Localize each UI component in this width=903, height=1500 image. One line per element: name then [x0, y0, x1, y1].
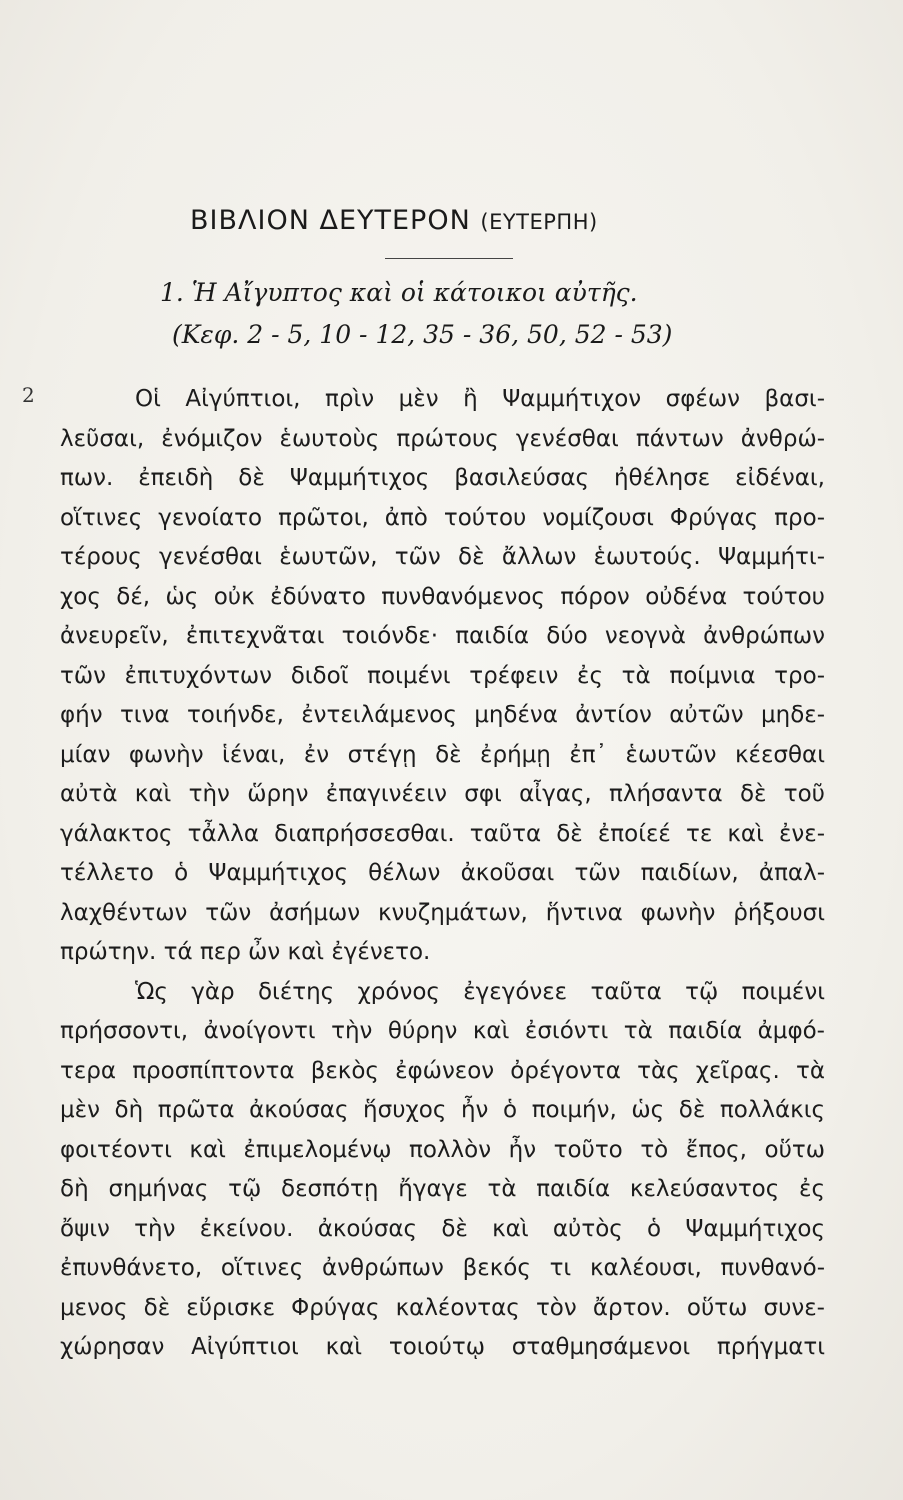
text-line: μὲν δὴ πρῶτα ἀκούσας ἥσυχος ἦν ὁ ποιμήν, ὡς δὲ πολλάκις — [60, 1097, 825, 1123]
margin-number: 2 — [22, 383, 35, 407]
text-line: τῶν ἐπιτυχόντων διδοῖ ποιμένι τρέφειν ἐς τὰ ποίμνια τρο- — [60, 662, 825, 689]
text-line: πρώτην. τά περ ὦν καὶ ἐγένετο. — [60, 939, 431, 965]
text-line: οἵτινες γενοίατο πρῶτοι, ἀπὸ τούτου νομίζουσι Φρύγας προ- — [60, 504, 825, 531]
text-line: αὐτὰ καὶ τὴν ὥρην ἐπαγινέειν σφι αἶγας, πλήσαντα δὲ τοῦ — [60, 781, 825, 807]
text-line: Οἱ Αἰγύπτιοι, πρὶν μὲν ἢ Ψαμμήτιχον σφέων βασι- — [135, 386, 825, 412]
book-title — [190, 205, 750, 236]
text-line: ἐπυνθάνετο, οἵτινες ἀνθρώπων βεκός τι καλέουσι, πυνθανό- — [60, 1255, 825, 1281]
text-line: γάλακτος τἆλλα διαπρήσσεσθαι. ταῦτα δὲ ἐποίεέ τε καὶ ἐνε- — [60, 820, 825, 847]
section-title: 1. Ἡ Αἴγυπτος καὶ οἱ κάτοικοι αὐτῆς. — [160, 278, 638, 307]
text-line: μενος δὲ εὕρισκε Φρύγας καλέοντας τὸν ἄρτον. οὕτω συνε- — [60, 1294, 825, 1321]
text-line: φήν τινα τοιήνδε, ἐντειλάμενος μηδένα ἀντίον αὐτῶν μηδε- — [60, 702, 825, 728]
text-line: χος δέ, ὡς οὐκ ἐδύνατο πυνθανόμενος πόρον οὐδένα τούτου — [60, 583, 825, 610]
text-line: τέρους γενέσθαι ἑωυτῶν, τῶν δὲ ἄλλων ἑωυτούς. Ψαμμήτι- — [60, 544, 825, 570]
text-line: ὄψιν τὴν ἐκείνου. ἀκούσας δὲ καὶ αὐτὸς ὁ Ψαμμήτιχος — [60, 1215, 825, 1242]
body-text — [60, 380, 825, 1368]
text-line: ἀνευρεῖν, ἐπιτεχνᾶται τοιόνδε· παιδία δύο νεογνὰ ἀνθρώπων — [60, 623, 825, 649]
title-rule — [385, 258, 513, 259]
text-line: λαχθέντων τῶν ἀσήμων κνυζημάτων, ἥντινα φωνὴν ῥήξουσι — [60, 899, 825, 926]
book-title-main: ΒΙΒΛΙΟΝ ΔΕΥΤΕΡΟΝ — [190, 205, 471, 236]
text-line: τερα προσπίπτοντα βεκὸς ἐφώνεον ὀρέγοντα τὰς χεῖρας. τὰ — [60, 1057, 825, 1084]
text-line: πων. ἐπειδὴ δὲ Ψαμμήτιχος βασιλεύσας ἠθέλησε εἰδέναι, — [60, 465, 825, 491]
text-line: δὴ σημήνας τῷ δεσπότῃ ἤγαγε τὰ παιδία κελεύσαντος ἐς — [60, 1176, 825, 1202]
text-line: φοιτέοντι καὶ ἐπιμελομένῳ πολλὸν ἦν τοῦτο τὸ ἔπος, οὕτω — [60, 1136, 825, 1163]
text-line: μίαν φωνὴν ἱέναι, ἐν στέγῃ δὲ ἐρήμῃ ἐπ᾽ ἑωυτῶν κέεσθαι — [60, 741, 825, 768]
text-line: πρήσσοντι, ἀνοίγοντι τὴν θύρην καὶ ἐσιόντι τὰ παιδία ἀμφό- — [60, 1018, 825, 1044]
text-line: τέλλετο ὁ Ψαμμήτιχος θέλων ἀκοῦσαι τῶν παιδίων, ἀπαλ- — [60, 860, 825, 886]
text-line: λεῦσαι, ἐνόμιζον ἑωυτοὺς πρώτους γενέσθαι πάντων ἀνθρώ- — [60, 425, 825, 452]
text-line: χώρησαν Αἰγύπτιοι καὶ τοιούτῳ σταθμησάμενοι πρήγματι — [60, 1334, 825, 1360]
chapter-references: (Κεφ. 2 - 5, 10 - 12, 35 - 36, 50, 52 - 53) — [172, 320, 673, 349]
text-line: Ὡς γὰρ διέτης χρόνος ἐγεγόνεε ταῦτα τῷ ποιμένι — [135, 978, 825, 1005]
book-title-paren: (ΕΥΤΕΡΠΗ) — [480, 210, 598, 234]
